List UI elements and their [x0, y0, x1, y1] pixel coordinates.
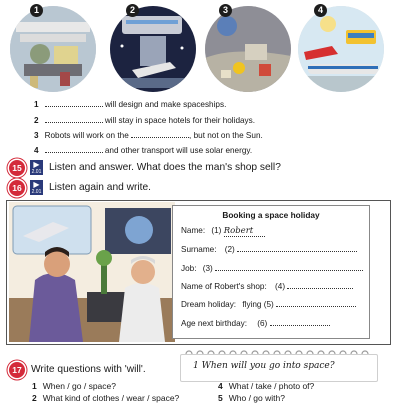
picture-number-3: 3	[219, 4, 232, 17]
form-blank-4[interactable]	[287, 281, 353, 289]
picture-1-spaceship-factory	[10, 6, 96, 92]
factory-illustration	[10, 6, 96, 92]
sentence-4: 4 and other transport will use solar energy.	[34, 146, 253, 155]
question-1: 1 When / go / space?	[32, 381, 116, 391]
picture-number-2: 2	[126, 4, 139, 17]
sentence-2: 2 will stay in space hotels for their holidays.	[34, 116, 256, 125]
form-blank-3[interactable]	[215, 263, 363, 271]
exercise-17-instruction: Write questions with 'will'.	[31, 364, 146, 375]
question-4: 4 What / take / photo of?	[218, 381, 315, 391]
exercise-number-17: 17	[9, 362, 25, 378]
form-row-job: Job: (3)	[181, 263, 363, 273]
form-row-age: Age next birthday: (6)	[181, 318, 330, 328]
picture-4-solar-transport	[298, 6, 384, 92]
form-row-shop: Name of Robert's shop: (4)	[181, 281, 353, 291]
form-row-surname: Surname: (2)	[181, 244, 357, 254]
exercise-number-15: 15	[9, 160, 25, 176]
exercise-15-instruction: Listen and answer. What does the man's shop sell?	[49, 162, 281, 173]
form-row-dream-holiday: Dream holiday: flying (5)	[181, 299, 356, 309]
handwritten-answer: Robert	[224, 226, 265, 237]
booking-form	[172, 205, 370, 339]
answer-blank-1[interactable]	[45, 99, 103, 107]
form-row-name: Name: (1) Robert	[181, 226, 265, 236]
picture-2-space-hotel	[110, 6, 196, 92]
answer-blank-3[interactable]	[131, 130, 189, 138]
form-blank-2[interactable]	[237, 244, 357, 252]
example-note-card	[180, 354, 378, 382]
form-blank-6[interactable]	[270, 318, 330, 326]
question-5: 5 Who / go with?	[218, 393, 285, 403]
exercise-number-16: 16	[9, 180, 25, 196]
cd-audio-icon[interactable]: ▶ 2.01	[31, 180, 42, 195]
form-blank-5[interactable]	[276, 299, 356, 307]
answer-blank-4[interactable]	[45, 145, 103, 153]
picture-number-1: 1	[30, 4, 43, 17]
exercise-16-instruction: Listen again and write.	[49, 182, 151, 193]
picture-number-4: 4	[314, 4, 327, 17]
example-answer: 1 When will you go into space?	[193, 361, 335, 371]
moon-robots-illustration	[205, 6, 291, 92]
transport-illustration	[298, 6, 384, 92]
form-title: Booking a space holiday	[222, 210, 320, 220]
question-2: 2 What kind of clothes / wear / space?	[32, 393, 180, 403]
cd-audio-icon[interactable]: ▶ 2.01	[31, 160, 42, 175]
picture-3-robots-on-moon	[205, 6, 291, 92]
travel-agent-illustration	[9, 202, 175, 342]
sentence-1: 1 will design and make spaceships.	[34, 100, 227, 109]
space-hotel-illustration	[110, 6, 196, 92]
sentence-3: 3 Robots will work on the , but not on the Sun.	[34, 131, 263, 140]
answer-blank-2[interactable]	[45, 115, 103, 123]
